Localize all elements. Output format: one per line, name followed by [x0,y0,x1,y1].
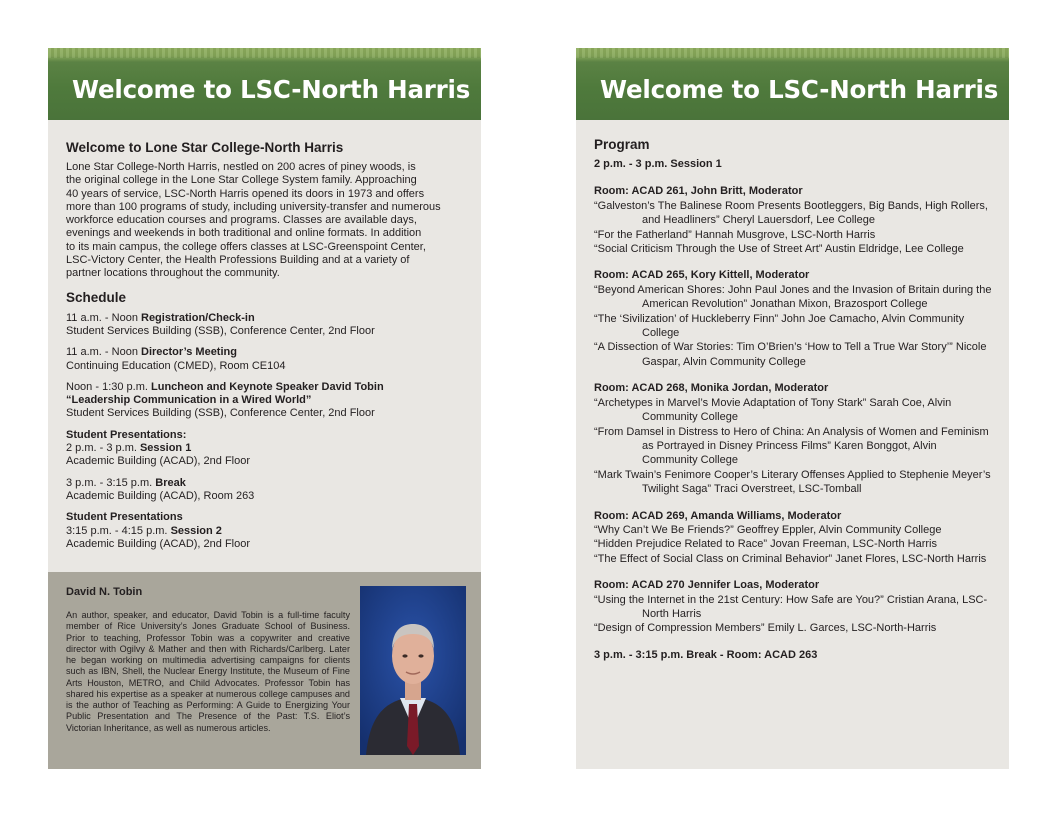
presentation-entry: “Social Criticism Through the Use of Street Art” Austin Eldridge, Lee College [594,243,964,256]
room-heading: Room: ACAD 265, Kory Kittell, Moderator [594,269,810,282]
schedule-place: Student Services Building (SSB), Conference Center, 2nd Floor [66,407,375,420]
schedule-label: Student Presentations: [66,428,187,441]
presentation-entry: “Archetypes in Marvel’s Movie Adaptation of Tony Stark” Sarah Coe, Alvin Community College [594,396,952,424]
room-heading: Room: ACAD 270 Jennifer Loas, Moderator [594,579,820,592]
presentation-entry: “Hidden Prejudice Related to Race” Jovan Freeman, LSC-North Harris [594,538,937,551]
program-heading: Program [594,137,650,152]
schedule-item-luncheon [66,381,467,421]
schedule-place: Academic Building (ACAD), 2nd Floor [66,537,251,550]
welcome-heading: Welcome to Lone Star College-North Harris [66,140,344,155]
presentation-entry: “The Effect of Social Class on Criminal Behavior” Janet Flores, LSC-North Harris [594,552,987,565]
welcome-paragraph [66,161,467,281]
schedule-title: Luncheon and Keynote Speaker David Tobin [151,380,384,393]
schedule-place: Academic Building (ACAD), Room 263 [66,489,255,502]
presentation-entry: “Beyond American Shores: John Paul Jones and the Invasion of Britain during the American Revolution” Jonathan Mixon, Brazosport College [594,283,992,311]
schedule-label: Student Presentations [66,511,183,524]
schedule-item-session2 [66,511,467,551]
program-section [594,137,995,662]
left-page [48,48,481,769]
room-heading: Room: ACAD 268, Monika Jordan, Moderator [594,382,829,395]
room-block [594,184,995,256]
room-heading: Room: ACAD 269, Amanda Williams, Moderator [594,509,842,522]
schedule-time: 3:15 p.m. - 4:15 p.m. [66,524,171,537]
welcome-section [66,140,467,551]
welcome-line: evenings and weekends in both traditional and online formats. In addition [66,227,422,240]
schedule-time: 11 a.m. - Noon [66,346,141,359]
presentation-entry: “The ‘Sivilization’ of Huckleberry Finn” John Joe Camacho, Alvin Community College [594,312,965,340]
presentation-entry: “Why Can’t We Be Friends?” Geoffrey Eppler, Alvin Community College [594,523,942,536]
welcome-line: partner locations throughout the community. [66,267,280,280]
welcome-line: to its main campus, the college offers classes at LSC-Greenspoint Center, [66,240,426,253]
welcome-line: 40 years of service, LSC-North Harris opened its doors in 1973 and offers [66,187,425,200]
room-block [594,509,995,567]
speaker-portrait [360,586,466,755]
speaker-name: David N. Tobin [66,586,143,598]
schedule-place: Continuing Education (CMED), Room CE104 [66,359,286,372]
schedule-title: Session 1 [139,442,192,455]
welcome-line: the original college in the Lone Star College System family. Approaching [66,174,417,187]
schedule-time: 2 p.m. - 3 p.m. [66,442,140,455]
presentation-entry: “Mark Twain’s Fenimore Cooper’s Literary Offenses Applied to Stephenie Meyer’s Twilight Saga” Traci Overstreet, LSC-Tomball [594,468,991,496]
session-line: 2 p.m. - 3 p.m. Session 1 [594,158,722,170]
presentation-entry: “Design of Compression Members” Emily L. Garces, LSC-North-Harris [594,622,937,635]
left-banner-title: Welcome to LSC-North Harris [72,75,471,104]
welcome-line: more than 100 programs of study, including university-transfer and numerous [66,200,441,213]
room-block [594,578,995,636]
schedule-item-session1 [66,429,467,469]
schedule-item-break [66,477,467,504]
right-banner [576,48,1009,120]
welcome-line: LSC-Victory Center, the Health Professions Building and at a variety of [66,254,410,267]
presentation-entry: “Using the Internet in the 21st Century: How Safe are You?” Cristian Arana, LSC-North Harris [594,593,988,620]
schedule-place: Student Services Building (SSB), Conference Center, 2nd Floor [66,324,375,337]
right-banner-title: Welcome to LSC-North Harris [600,75,999,104]
speaker-bio-box [48,572,481,769]
schedule-time: 11 a.m. - Noon [66,311,141,324]
room-block [594,268,995,369]
presentation-entry: “For the Fatherland” Hannah Musgrove, LSC-North Harris [594,228,876,241]
right-page [576,48,1009,769]
schedule-item-registration [66,312,467,339]
presentation-entry: “Galveston’s The Balinese Room Presents Bootleggers, Big Bands, High Rollers, and Headliners” Cheryl Lauersdorf, Lee College [594,199,988,227]
schedule-title: Registration/Check-in [141,311,255,324]
schedule-time: 3 p.m. - 3:15 p.m. [66,476,156,489]
presentation-entry: “From Damsel in Distress to Hero of China: An Analysis of Women and Feminism as Portrayed in Disney Princess Films” Karen Bonggot, Alvin Community College [594,425,989,467]
schedule-heading: Schedule [66,289,127,305]
schedule-item-directors [66,346,467,373]
left-banner [48,48,481,120]
schedule-title: Break [155,476,186,489]
presentation-entry: “A Dissection of War Stories: Tim O’Brien’s ‘How to Tell a True War Story’” Nicole Gaspar, Alvin Community College [594,341,987,368]
schedule-place: Academic Building (ACAD), 2nd Floor [66,455,251,468]
room-heading: Room: ACAD 261, John Britt, Moderator [594,185,803,198]
break-line: 3 p.m. - 3:15 p.m. Break - Room: ACAD 263 [594,648,818,661]
speaker-bio-text: An author, speaker, and educator, David Tobin is a full-time faculty member of Rice University’s Jones Graduate School of Business. Prior to teaching, Professor Tobin was a copywriter and creative director with Ogilvy & Mather and then with Richards/Carlberg. Later he began working on multimedia advertising campaigns for clients such as IBN, Shell, the Nuclear Energy Institute, the Museum of Fine Arts Houston, METRO, and Child Advocates. Professor Tobin has shared his expertise as a speaker at numerous college campuses and is the author of Teaching as Performing: A Guide to Energizing Your Public Presentation and The Presence of the Past: T.S. Eliot’s Victorian Inheritance, as well as numerous articles. [66,610,350,733]
welcome-line: Lone Star College-North Harris, nestled on 200 acres of piney woods, is [66,161,416,173]
schedule-time: Noon - 1:30 p.m. [66,380,151,393]
schedule-title: Session 2 [170,524,222,537]
room-block [594,381,995,496]
schedule-subtitle: “Leadership Communication in a Wired World” [66,394,312,407]
welcome-line: workforce education courses and programs. Classes are available days, [66,214,417,227]
schedule-title: Director’s Meeting [141,346,237,359]
